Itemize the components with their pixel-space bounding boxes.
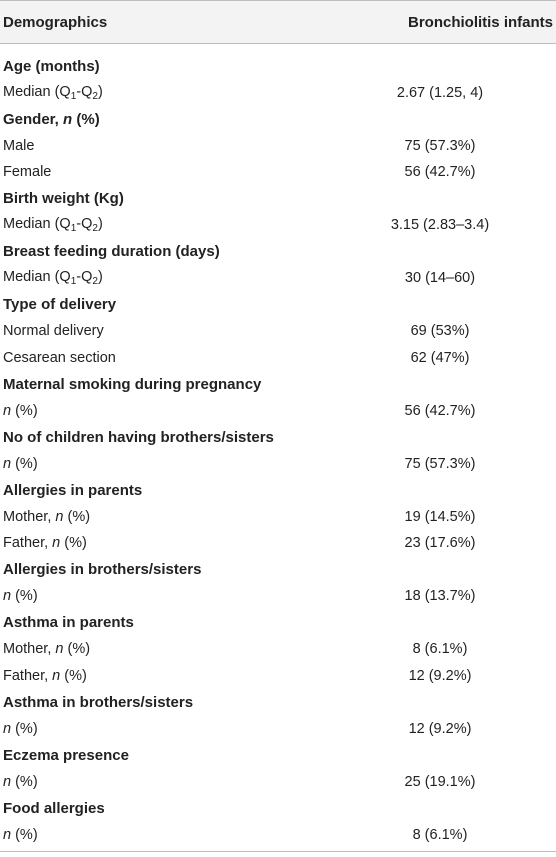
row-label: Median $(Q_1-Q_2)$ — [3, 83, 103, 102]
section-header-row — [0, 557, 556, 584]
row-label: Father, n (%) — [3, 535, 87, 552]
table-body — [0, 44, 556, 848]
row-label: Male — [3, 137, 35, 154]
row-label: n (%) — [3, 826, 38, 843]
row-value: 12 (9.2%) — [408, 667, 472, 684]
row-label: Father, n (%) — [3, 667, 87, 684]
row-value: 56 (42.7%) — [404, 402, 476, 419]
header-bronchiolitis-infants: Bronchiolitis infants — [407, 13, 553, 31]
row-value: 25 (19.1%) — [404, 773, 476, 790]
section-header-row — [0, 610, 556, 637]
table-row — [0, 822, 556, 849]
row-value: 12 (9.2%) — [408, 720, 472, 737]
bottom-rule — [0, 851, 556, 852]
table-row — [0, 504, 556, 531]
section-label: Age (months) — [3, 57, 100, 75]
row-label: Female — [3, 164, 52, 181]
row-value: 30 (14–60) — [404, 270, 476, 287]
section-label: Allergies in brothers/sisters — [3, 561, 202, 579]
row-value: 69 (53%) — [410, 323, 470, 340]
row-label: n (%) — [3, 773, 38, 790]
table-row — [0, 133, 556, 160]
row-label: n (%) — [3, 588, 38, 605]
section-label: Allergies in parents — [3, 481, 143, 499]
row-value: 75 (57.3%) — [404, 455, 476, 472]
section-header-row — [0, 239, 556, 266]
section-header-row — [0, 292, 556, 319]
row-label: Median $(Q_1-Q_2)$ — [3, 216, 103, 235]
table-row — [0, 716, 556, 743]
row-label: n (%) — [3, 720, 38, 737]
table-row — [0, 159, 556, 186]
section-header-row — [0, 106, 556, 133]
section-label: Gender, n (%) — [3, 110, 100, 128]
table-row — [0, 530, 556, 557]
row-value: 19 (14.5%) — [404, 508, 476, 525]
section-label: Maternal smoking during pregnancy — [3, 375, 262, 393]
section-label: No of children having brothers/sisters — [3, 428, 274, 446]
section-header-row — [0, 371, 556, 398]
row-value: 75 (57.3%) — [404, 137, 476, 154]
section-label: Asthma in brothers/sisters — [3, 693, 194, 711]
table-row — [0, 398, 556, 425]
row-label: Mother, n (%) — [3, 508, 91, 525]
row-value: 56 (42.7%) — [404, 164, 476, 181]
table-header — [0, 0, 556, 44]
row-value: 18 (13.7%) — [404, 588, 476, 605]
table-row — [0, 769, 556, 796]
row-value: 3.15 (2.83–3.4) — [390, 217, 490, 234]
section-label: Food allergies — [3, 799, 105, 817]
row-value: 8 (6.1%) — [412, 641, 468, 658]
section-header-row — [0, 186, 556, 213]
section-label: Breast feeding duration (days) — [3, 243, 220, 261]
section-header-row — [0, 424, 556, 451]
row-label: n (%) — [3, 455, 38, 472]
table-row — [0, 583, 556, 610]
section-header-row — [0, 742, 556, 769]
row-value: 23 (17.6%) — [404, 535, 476, 552]
row-label: Cesarean section — [3, 349, 116, 366]
section-header-row — [0, 53, 556, 80]
row-label: Normal delivery — [3, 323, 104, 340]
row-label: n (%) — [3, 402, 38, 419]
table-row — [0, 80, 556, 107]
section-header-row — [0, 477, 556, 504]
header-demographics: Demographics — [3, 13, 108, 31]
row-value: 62 (47%) — [410, 349, 470, 366]
table-row — [0, 318, 556, 345]
row-value: 2.67 (1.25, 4) — [396, 84, 484, 101]
section-label: Birth weight (Kg) — [3, 190, 124, 208]
section-label: Asthma in parents — [3, 614, 134, 632]
table-row — [0, 636, 556, 663]
table-row — [0, 663, 556, 690]
section-label: Eczema presence — [3, 746, 129, 764]
section-header-row — [0, 689, 556, 716]
table-row — [0, 345, 556, 372]
row-value: 8 (6.1%) — [412, 826, 468, 843]
table-row — [0, 212, 556, 239]
section-header-row — [0, 795, 556, 822]
table-row — [0, 451, 556, 478]
row-label: Mother, n (%) — [3, 641, 91, 658]
row-label: Median $(Q_1-Q_2)$ — [3, 269, 103, 288]
section-label: Type of delivery — [3, 296, 117, 314]
table-row — [0, 265, 556, 292]
